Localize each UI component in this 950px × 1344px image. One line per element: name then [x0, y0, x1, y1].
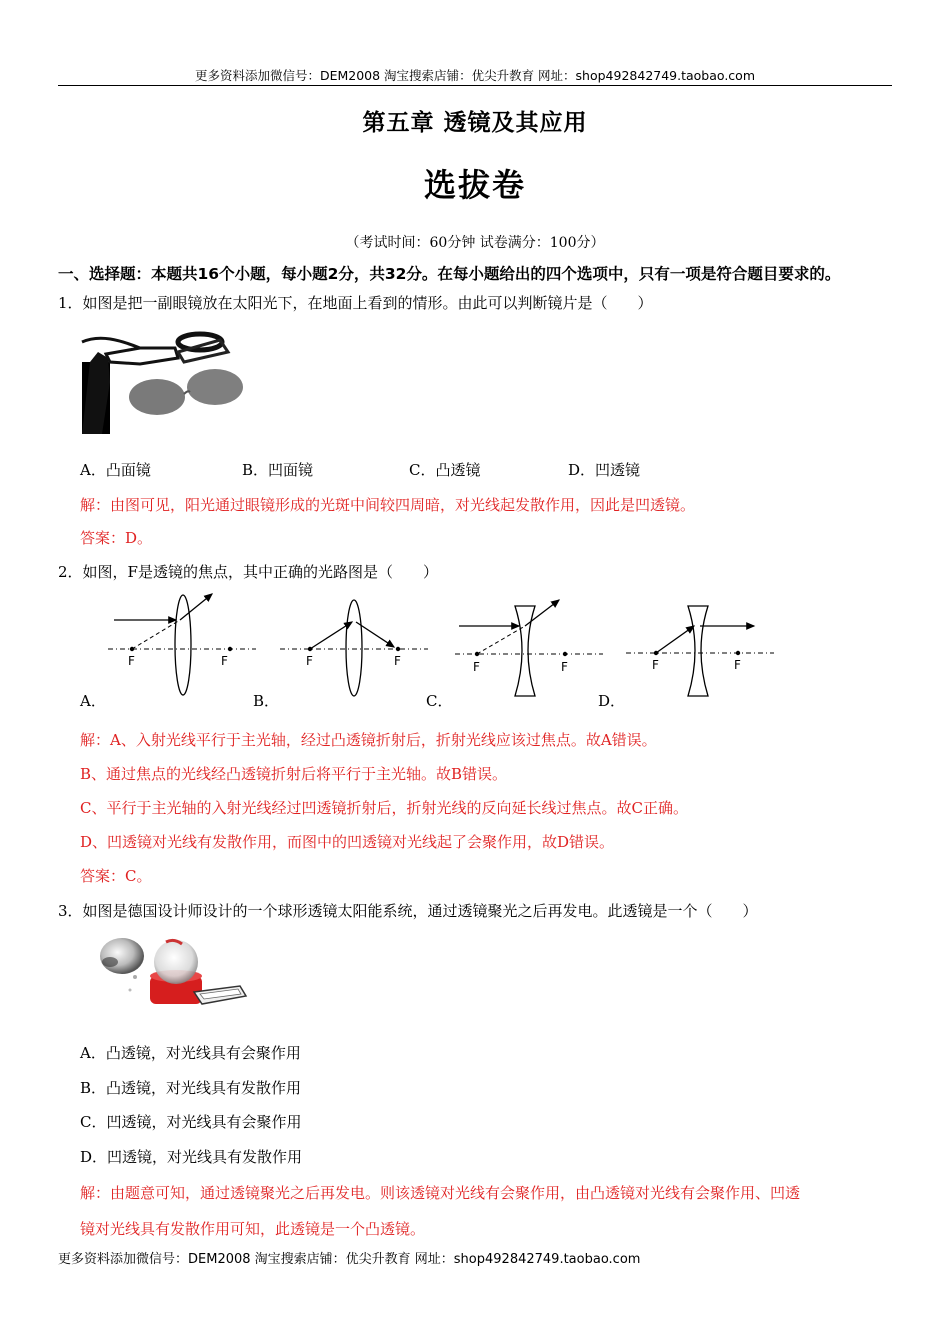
q1-answer: 答案：D。: [80, 529, 153, 547]
q2-d-focus-right: F: [734, 658, 741, 672]
q2-c-focus-right: F: [561, 660, 568, 674]
q2-diagram-a: [108, 592, 258, 698]
q3-solution-line2: 镜对光线具有发散作用可知，此透镜是一个凸透镜。: [80, 1220, 426, 1238]
q3-stem: 3．如图是德国设计师设计的一个球形透镜太阳能系统，通过透镜聚光之后再发电。此透镜是一个（ ）: [58, 902, 758, 920]
q2-a-focus-left: F: [128, 654, 135, 668]
page-header: 更多资料添加微信号：DEM2008 淘宝搜索店铺：优尖升教育 网址：shop492842749.taobao.com: [194, 68, 756, 83]
q2-stem: 2．如图，F是透镜的焦点，其中正确的光路图是（ ）: [58, 563, 438, 581]
q2-diagram-d: [626, 598, 776, 698]
q2-solution-d: D、凹透镜对光线有发散作用，而图中的凹透镜对光线起了会聚作用，故D错误。: [80, 833, 615, 851]
q1-option-d[interactable]: D．凹透镜: [568, 461, 641, 479]
q2-c-focus-left: F: [473, 660, 480, 674]
q1-stem: 1．如图是把一副眼镜放在太阳光下，在地面上看到的情形。由此可以判断镜片是（ ）: [58, 294, 653, 312]
q3-solar-lens-figure: [90, 932, 250, 1018]
q2-solution-c: C、平行于主光轴的入射光线经过凹透镜折射后，折射光线的反向延长线过焦点。故C正确。: [80, 799, 688, 817]
q2-diagram-b: [280, 598, 430, 698]
q2-solution-b: B、通过焦点的光线经凸透镜折射后将平行于主光轴。故B错误。: [80, 765, 508, 783]
q2-diagram-c: [455, 598, 605, 698]
q2-b-focus-left: F: [306, 654, 313, 668]
q2-option-d[interactable]: D．: [598, 692, 626, 710]
q2-solution-a: 解：A、入射光线平行于主光轴，经过凸透镜折射后，折射光线应该过焦点。故A错误。: [80, 731, 657, 749]
page-footer: 更多资料添加微信号：DEM2008 淘宝搜索店铺：优尖升教育 网址：shop492842749.taobao.com: [58, 1252, 641, 1267]
q3-option-a[interactable]: A．凸透镜，对光线具有会聚作用: [80, 1044, 301, 1062]
paper-title: 选拔卷: [423, 166, 526, 204]
q2-b-focus-right: F: [394, 654, 401, 668]
q1-option-b[interactable]: B．凹面镜: [242, 461, 314, 479]
q3-option-d[interactable]: D．凹透镜，对光线具有发散作用: [80, 1148, 303, 1166]
q1-option-a[interactable]: A．凸面镜: [80, 461, 151, 479]
q1-glasses-figure: [80, 322, 250, 434]
q2-option-c[interactable]: C．: [426, 692, 453, 710]
q2-option-b[interactable]: B．: [253, 692, 280, 710]
header-rule: [58, 85, 892, 86]
q1-option-c[interactable]: C．凸透镜: [409, 461, 481, 479]
q2-d-focus-left: F: [652, 658, 659, 672]
chapter-title: 第五章 透镜及其应用: [362, 110, 588, 136]
exam-meta: （考试时间：60分钟 试卷满分：100分）: [345, 235, 605, 251]
q3-solution-line1: 解：由题意可知，通过透镜聚光之后再发电。则该透镜对光线有会聚作用，由凸透镜对光线有会聚作用、凹透: [80, 1184, 801, 1202]
q2-a-focus-right: F: [221, 654, 228, 668]
q1-solution: 解：由图可见，阳光通过眼镜形成的光斑中间较四周暗，对光线起发散作用，因此是凹透镜。: [80, 496, 696, 514]
q2-answer: 答案：C。: [80, 867, 152, 885]
q3-option-c[interactable]: C．凹透镜，对光线具有会聚作用: [80, 1113, 302, 1131]
q3-option-b[interactable]: B．凸透镜，对光线具有发散作用: [80, 1079, 302, 1097]
q2-option-a[interactable]: A．: [80, 692, 106, 710]
section-heading: 一、选择题：本题共16个小题，每小题2分，共32分。在每小题给出的四个选项中，只有一项是符合题目要求的。: [58, 265, 841, 283]
